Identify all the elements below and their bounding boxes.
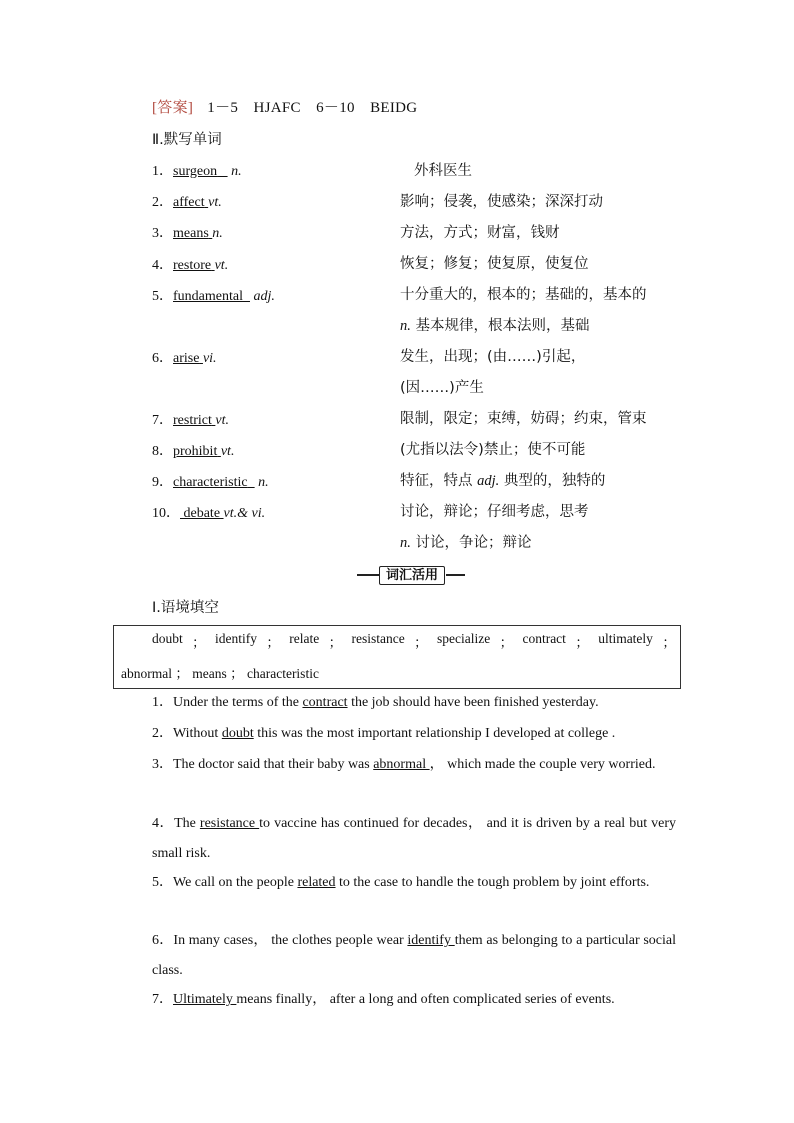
banner-line-right [446, 574, 465, 576]
word-bank-separator: ； [266, 635, 280, 650]
word-bank-word: abnormal [121, 666, 172, 681]
vocab-item [152, 502, 265, 526]
answer-blank: abnormal [373, 757, 430, 772]
vocab-meaning: 影响；侵袭，使感染；深深打动 [400, 194, 603, 210]
vocab-meaning: 发生，出现；(由……)引起， [400, 349, 586, 365]
word-bank-word: relate [289, 631, 320, 646]
vocab-number: 4． [152, 258, 173, 273]
banner-label: 词汇活用 [379, 566, 445, 585]
vocab-meaning: 外科医生 [414, 163, 472, 179]
word-bank-box [113, 625, 681, 689]
vocab-word: prohibit [173, 444, 218, 459]
answer-blank: related [297, 875, 336, 890]
vocab-number: 5． [152, 289, 173, 304]
vocab-meaning-cont [400, 531, 531, 552]
vocab-meaning-pos: adj. [477, 473, 500, 489]
vocab-word: characteristic [173, 475, 248, 490]
vocab-number: 3． [152, 226, 173, 241]
section-title-dictation: Ⅱ.默写单词 [152, 132, 222, 148]
vocab-pos: vi. [202, 351, 217, 366]
vocab-item [152, 222, 223, 246]
vocab-pos: n. [258, 475, 269, 490]
vocab-meaning-text: 特征，特点 [400, 473, 473, 489]
exercise-sentence: 7．Ultimately means finally， after a long and often complicated series of events. [152, 992, 615, 1007]
word-bank-row [121, 662, 319, 682]
vocab-number: 10． [152, 506, 180, 521]
vocab-pos: n. [231, 164, 242, 179]
word-bank-word: contract [522, 631, 566, 646]
word-bank-separator: ； [192, 635, 206, 650]
section-title-fill: Ⅰ.语境填空 [152, 600, 219, 616]
banner-line-left [357, 574, 379, 576]
word-bank-separator: ； [414, 635, 428, 650]
vocab-number: 9． [152, 475, 173, 490]
word-bank-separator: ； [328, 635, 343, 650]
vocab-meaning-tail: 典型的，独特的 [503, 473, 606, 489]
vocab-meaning: 限制，限定；束缚，妨碍；约束，管束 [400, 411, 647, 427]
answer-tag: [答案] [152, 100, 194, 116]
vocab-word: means [173, 226, 209, 241]
vocab-pos: vt. [220, 444, 235, 459]
exercise-sentence: 3．The doctor said that their baby was abnormal ， which made the couple very worried. [152, 757, 656, 772]
vocab-pos: n. [212, 226, 223, 241]
word-bank-separator: ； [499, 635, 514, 650]
vocab-item [152, 409, 229, 433]
vocab-meaning: (尤指以法令)禁止；使不可能 [400, 442, 586, 458]
vocab-meaning-text: 基本规律，根本法则，基础 [415, 318, 590, 334]
vocab-meaning-pos: n. [400, 318, 411, 334]
word-bank-word: means [192, 666, 227, 681]
vocab-pos: vt. [215, 413, 229, 428]
vocab-number: 8． [152, 444, 173, 459]
word-bank-row [152, 631, 676, 651]
vocab-number: 6． [152, 351, 173, 366]
vocab-number: 2． [152, 195, 173, 210]
vocab-meaning [400, 469, 605, 490]
word-bank-separator: ； [575, 635, 589, 650]
answer-blank: Ultimately [173, 992, 237, 1007]
vocab-meaning: 恢复；修复；使复原，使复位 [400, 256, 589, 272]
word-bank-word: ultimately [598, 631, 653, 646]
vocab-item [152, 471, 269, 495]
vocab-meaning: 方法，方式；财富，钱财 [400, 225, 560, 241]
vocab-item [152, 347, 217, 371]
vocab-word: arise [173, 351, 200, 366]
word-bank-word: doubt [152, 631, 183, 646]
answer-blank: contract [302, 695, 348, 710]
word-bank-separator: ； [662, 635, 676, 650]
vocab-word: restrict [173, 413, 212, 428]
word-bank-word: specialize [436, 631, 491, 646]
vocab-number: 1． [152, 164, 173, 179]
answer-text: 1－5 HJAFC 6－10 BEIDG [207, 100, 418, 116]
vocab-pos: vt. [214, 258, 229, 273]
word-bank-word: characteristic [246, 666, 319, 681]
answer-blank: identify [407, 933, 455, 948]
answer-blank: doubt [221, 726, 254, 741]
vocab-meaning-pos: n. [400, 535, 411, 551]
vocab-word: surgeon [173, 164, 218, 179]
exercise-sentence: 1．Under the terms of the contract the job should have been finished yesterday. [152, 695, 599, 710]
answer-line [152, 96, 417, 117]
vocab-meaning: 十分重大的，根本的；基础的，基本的 [400, 287, 647, 303]
vocab-meaning-cont [400, 314, 589, 335]
exercise-sentence: 6．In many cases， the clothes people wear identify them as belonging to a particular social class. [152, 933, 677, 978]
word-bank-separator: ； [175, 666, 189, 681]
vocab-pos: vt.& vi. [223, 506, 266, 521]
vocab-item [152, 254, 228, 278]
exercise-sentence: 4．The resistance to vaccine has continued for decades， and it is driven by a real but very small risk. [152, 816, 677, 861]
vocab-pos: adj. [253, 289, 275, 304]
word-bank-word: resistance [351, 631, 405, 646]
vocab-meaning-text: 讨论，争论；辩论 [415, 535, 532, 551]
word-bank-word: identify [215, 631, 258, 646]
vocab-item [152, 440, 234, 464]
vocab-meaning: 讨论，辩论；仔细考虑，思考 [400, 504, 589, 520]
vocab-meaning-cont: (因……)产生 [400, 380, 484, 396]
exercise-sentence: 2．Without doubt this was the most important relationship I developed at college . [152, 726, 616, 741]
answer-blank: resistance [199, 816, 260, 831]
vocab-word: affect [173, 195, 205, 210]
word-bank-separator: ； [230, 666, 244, 681]
vocab-pos: vt. [208, 195, 222, 210]
vocab-item [152, 285, 275, 309]
section-banner [357, 566, 465, 584]
vocab-word: debate [183, 506, 221, 521]
vocab-number: 7． [152, 413, 173, 428]
vocab-item [152, 191, 222, 215]
vocab-item [152, 160, 242, 184]
vocab-word: fundamental [173, 289, 243, 304]
vocab-word: restore [173, 258, 212, 273]
exercise-sentence: 5．We call on the people related to the case to handle the tough problem by joint efforts. [152, 875, 650, 890]
